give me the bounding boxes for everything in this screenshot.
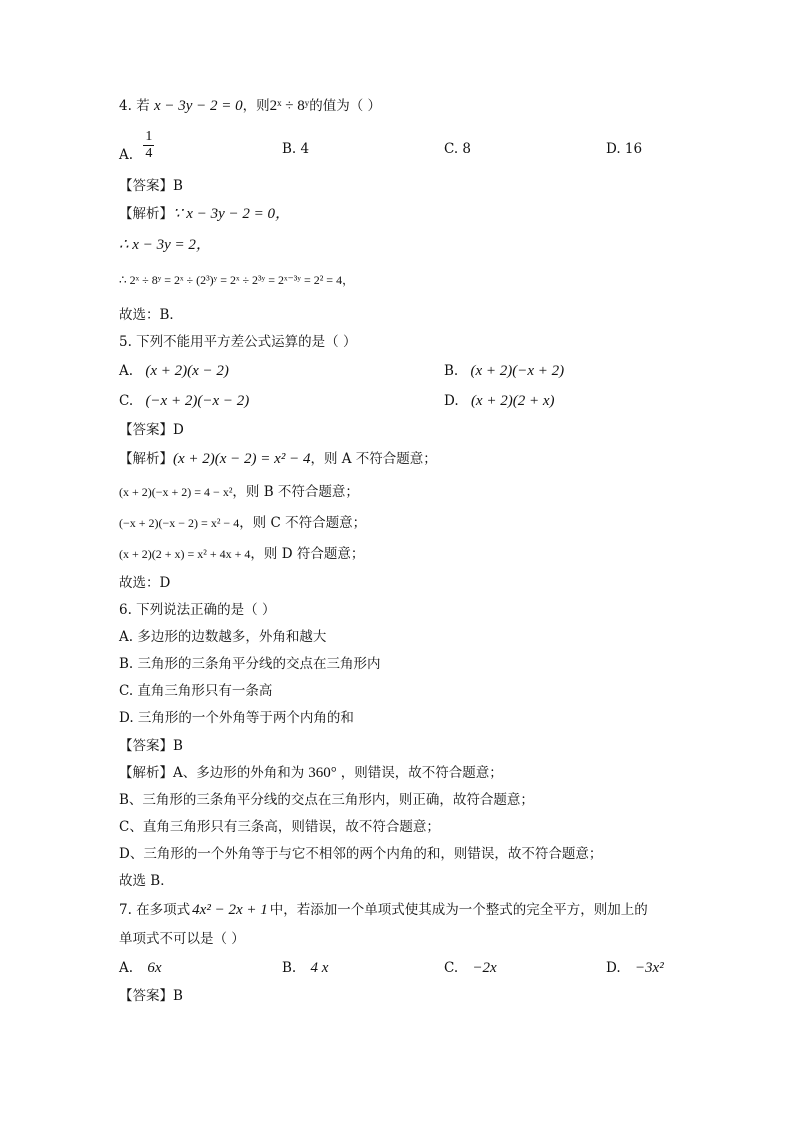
fraction-numerator: 1: [145, 129, 153, 144]
q5-analysis-3-expr: (−x + 2)(−x − 2) = x² − 4: [119, 516, 240, 530]
q5-analysis-line-1: [119, 449, 437, 469]
q4-option-b: B. 4: [282, 141, 310, 157]
q7-option-c-expr: −2x: [472, 960, 497, 976]
q4-analysis-1: ∵ x − 3y − 2 = 0，: [173, 206, 290, 222]
q4-option-a-fraction: [143, 129, 154, 162]
q6-stem: 6. 下列说法正确的是（ ）: [119, 602, 276, 618]
q4-stem-text-b: ，则: [242, 98, 270, 114]
q7-option-c: [444, 958, 497, 978]
fraction-denominator: 4: [145, 146, 153, 161]
q4-analysis-line-3: [119, 270, 354, 290]
q6-analysis-line-2: B、三角形的三条角平分线的交点在三角形内，则正确，故符合题意；: [119, 792, 534, 808]
q5-option-d-expr: (x + 2)(2 + x): [470, 393, 555, 409]
q5-option-b: [444, 361, 564, 381]
q6-analysis-line-1: [119, 763, 503, 783]
q6-option-c: C. 直角三角形只有一条高: [119, 683, 273, 699]
q5-analysis-4-text: ，则 D 符合题意；: [250, 546, 365, 562]
q5-analysis-3-text: ，则 C 不符合题意；: [239, 515, 367, 531]
q7-option-a-expr: 6x: [147, 960, 162, 976]
q5-option-b-label: B.: [444, 363, 459, 379]
q5-analysis-2-expr: (x + 2)(−x + 2) = 4 − x²: [119, 485, 233, 499]
q4-analysis-3: ∴ 2ˣ ÷ 8ʸ = 2ˣ ÷ (2³)ʸ = 2ˣ ÷ 2³ʸ = 2ˣ⁻³ʸ = 2² = 4，: [119, 273, 355, 287]
q7-stem-text-b: 中，若添加一个单项式使其成为一个整式的完全平方，则加上的: [269, 902, 648, 918]
q4-analysis-tag: 【解析】: [119, 206, 173, 222]
q7-stem-line-2: 单项式不可以是（ ）: [119, 931, 245, 947]
q6-analysis-degree: 360°: [308, 765, 337, 781]
q5-analysis-line-4: [119, 544, 364, 564]
q7-option-b-expr: 4 x: [310, 960, 329, 976]
q4-stem-text-a: 若: [136, 98, 150, 114]
q4-stem: [119, 96, 381, 116]
q7-option-a-label: A.: [119, 960, 134, 976]
q4-option-c: C. 8: [444, 141, 472, 157]
q5-option-a: [119, 361, 229, 381]
q4-analysis-line-1: [119, 204, 290, 224]
q5-analysis-2-text: ，则 B 不符合题意；: [232, 484, 359, 500]
q6-analysis-line-4: D、三角形的一个外角等于与它不相邻的两个内角的和，则错误，故不符合题意；: [119, 846, 603, 862]
q6-analysis-line-3: C、直角三角形只有三条高，则错误，故不符合题意；: [119, 819, 440, 835]
q4-option-d: D. 16: [606, 141, 643, 157]
q4-analysis-2: ∴ x − 3y = 2，: [119, 237, 211, 253]
q7-option-b-label: B.: [282, 960, 297, 976]
q7-answer: 【答案】B: [119, 988, 183, 1004]
q4-answer: 【答案】B: [119, 178, 183, 194]
q6-analysis-tag: 【解析】: [119, 765, 173, 781]
q5-option-a-label: A.: [119, 363, 134, 379]
q4-analysis-line-2: [119, 235, 211, 255]
q4-option-a-label: A.: [119, 147, 134, 163]
q5-option-c: [119, 391, 249, 411]
q5-analysis-4-expr: (x + 2)(2 + x) = x² + 4x + 4: [119, 547, 251, 561]
q4-choice: 故选：B．: [119, 307, 183, 323]
q5-option-d: [444, 391, 554, 411]
q7-stem-expression: 4x² − 2x + 1: [192, 902, 268, 918]
q6-answer: 【答案】B: [119, 738, 183, 754]
q5-option-c-label: C.: [119, 393, 134, 409]
q6-option-a: A. 多边形的边数越多，外角和越大: [119, 629, 327, 645]
q5-option-b-expr: (x + 2)(−x + 2): [470, 363, 565, 379]
q7-option-d-label: D.: [606, 960, 621, 976]
q5-option-c-expr: (−x + 2)(−x − 2): [145, 393, 250, 409]
q5-analysis-1-text: ，则 A 不符合题意；: [310, 451, 437, 467]
q7-option-a: [119, 958, 162, 978]
q6-option-d: D. 三角形的一个外角等于两个内角的和: [119, 710, 354, 726]
q5-choice: 故选：D: [119, 575, 171, 591]
q5-option-d-label: D.: [444, 393, 459, 409]
q4-option-a: [119, 129, 154, 162]
q7-option-b: [282, 958, 328, 978]
q5-analysis-line-2: [119, 482, 359, 502]
q6-analysis-1b: ，则错误，故不符合题意；: [340, 765, 503, 781]
q7-stem-text-a: 7. 在多项式: [119, 902, 191, 918]
q5-analysis-1-expr: (x + 2)(x − 2) = x² − 4: [173, 451, 311, 467]
q5-answer: 【答案】D: [119, 422, 184, 438]
q5-stem: 5. 下列不能用平方差公式运算的是（ ）: [119, 334, 357, 350]
q6-analysis-1a: A、多边形的外角和为: [173, 765, 305, 781]
q4-number: 4.: [119, 98, 132, 114]
q7-stem: [119, 900, 648, 920]
q5-option-a-expr: (x + 2)(x − 2): [145, 363, 229, 379]
q6-option-b: B. 三角形的三条角平分线的交点在三角形内: [119, 656, 381, 672]
q4-stem-text-c: 的值为（ ）: [309, 98, 381, 114]
q7-option-d-expr: −3x²: [634, 960, 664, 976]
q7-option-d: [606, 958, 664, 978]
q7-option-c-label: C.: [444, 960, 459, 976]
q6-choice: 故选 B．: [119, 873, 174, 889]
q5-analysis-line-3: [119, 513, 366, 533]
q5-analysis-tag: 【解析】: [119, 451, 173, 467]
q4-stem-equation: x − 3y − 2 = 0: [153, 98, 243, 114]
q4-stem-expression: 2ˣ ÷ 8ʸ: [269, 98, 310, 114]
